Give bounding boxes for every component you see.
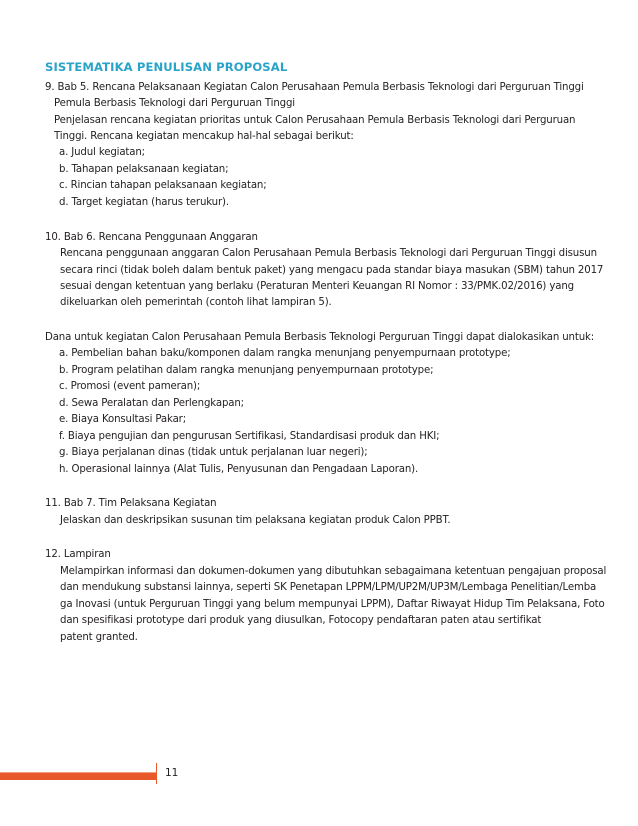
funds-item: a. Pembelian bahan baku/komponen dalam rangka menunjang penyempurnaan prototype; <box>59 348 511 359</box>
funds-item: b. Program pelatihan dalam rangka menunjang penyempurnaan prototype; <box>59 365 434 376</box>
section9-item: b. Tahapan pelaksanaan kegiatan; <box>59 164 229 175</box>
page-number: 11 <box>165 767 179 779</box>
funds-item: g. Biaya perjalanan dinas (tidak untuk perjalanan luar negeri); <box>59 447 368 458</box>
section9-desc-line1: Penjelasan rencana kegiatan prioritas untuk Calon Perusahaan Pemula Berbasis Teknologi dari Perguruan <box>54 115 576 126</box>
section9-item: a. Judul kegiatan; <box>59 147 145 158</box>
funds-item: h. Operasional lainnya (Alat Tulis, Penyusunan dan Pengadaan Laporan). <box>59 464 419 475</box>
section9-item: d. Target kegiatan (harus terukur). <box>59 197 229 208</box>
section-heading: SISTEMATIKA PENULISAN PROPOSAL <box>45 60 288 74</box>
section10-desc-line4: dikeluarkan oleh pemerintah (contoh lihat lampiran 5). <box>60 297 332 308</box>
funds-intro: Dana untuk kegiatan Calon Perusahaan Pemula Berbasis Teknologi Perguruan Tinggi dapat dialokasikan untuk: <box>45 332 595 343</box>
section10-desc-line1: Rencana penggunaan anggaran Calon Perusahaan Pemula Berbasis Teknologi dari Perguruan Tinggi disusun <box>60 248 597 259</box>
section12-desc-line1: Melampirkan informasi dan dokumen-dokumen yang dibutuhkan sebagaimana ketentuan pengajuan proposal <box>60 566 607 577</box>
funds-item: f. Biaya pengujian dan pengurusan Sertifikasi, Standardisasi produk dan HKI; <box>59 431 440 442</box>
section10-title: 10. Bab 6. Rencana Penggunaan Anggaran <box>45 232 258 243</box>
funds-item: e. Biaya Konsultasi Pakar; <box>59 414 186 425</box>
footer-accent-bar <box>0 772 156 780</box>
section10-desc-line2: secara rinci (tidak boleh dalam bentuk paket) yang mengacu pada standar biaya masukan (SBM) tahun 2017 <box>60 265 604 276</box>
footer-divider <box>0 772 156 773</box>
section12-desc-line3: ga Inovasi (untuk Perguruan Tinggi yang belum mempunyai LPPM), Daftar Riwayat Hidup Tim Pelaksana, Foto <box>60 599 605 610</box>
section12-desc-line5: patent granted. <box>60 632 138 643</box>
section12-desc-line4: dan spesifikasi prototype dari produk yang diusulkan, Fotocopy pendaftaran paten atau sertifikat <box>60 615 542 626</box>
section11-title: 11. Bab 7. Tim Pelaksana Kegiatan <box>45 498 217 509</box>
section10-desc-line3: sesuai dengan ketentuan yang berlaku (Peraturan Menteri Keuangan RI Nomor : 33/PMK.02/2016) yang <box>60 281 574 292</box>
section9-desc-line2: Tinggi. Rencana kegiatan mencakup hal-hal sebagai berikut: <box>54 131 354 142</box>
funds-item: c. Promosi (event pameran); <box>59 381 201 392</box>
funds-item: d. Sewa Peralatan dan Perlengkapan; <box>59 398 244 409</box>
section9-item: c. Rincian tahapan pelaksanaan kegiatan; <box>59 180 267 191</box>
section12-title: 12. Lampiran <box>45 549 111 560</box>
section9-title-line2: Pemula Berbasis Teknologi dari Perguruan Tinggi <box>54 98 295 109</box>
section9-title-line1: 9. Bab 5. Rencana Pelaksanaan Kegiatan Calon Perusahaan Pemula Berbasis Teknologi dari Perguruan Tinggi <box>45 82 584 93</box>
section12-desc-line2: dan mendukung substansi lainnya, seperti SK Penetapan LPPM/LPM/UP2M/UP3M/Lembaga Penelitian/Lemba <box>60 582 597 593</box>
footer-vertical-rule <box>156 763 157 784</box>
section11-desc: Jelaskan dan deskripsikan susunan tim pelaksana kegiatan produk Calon PPBT. <box>60 515 451 526</box>
